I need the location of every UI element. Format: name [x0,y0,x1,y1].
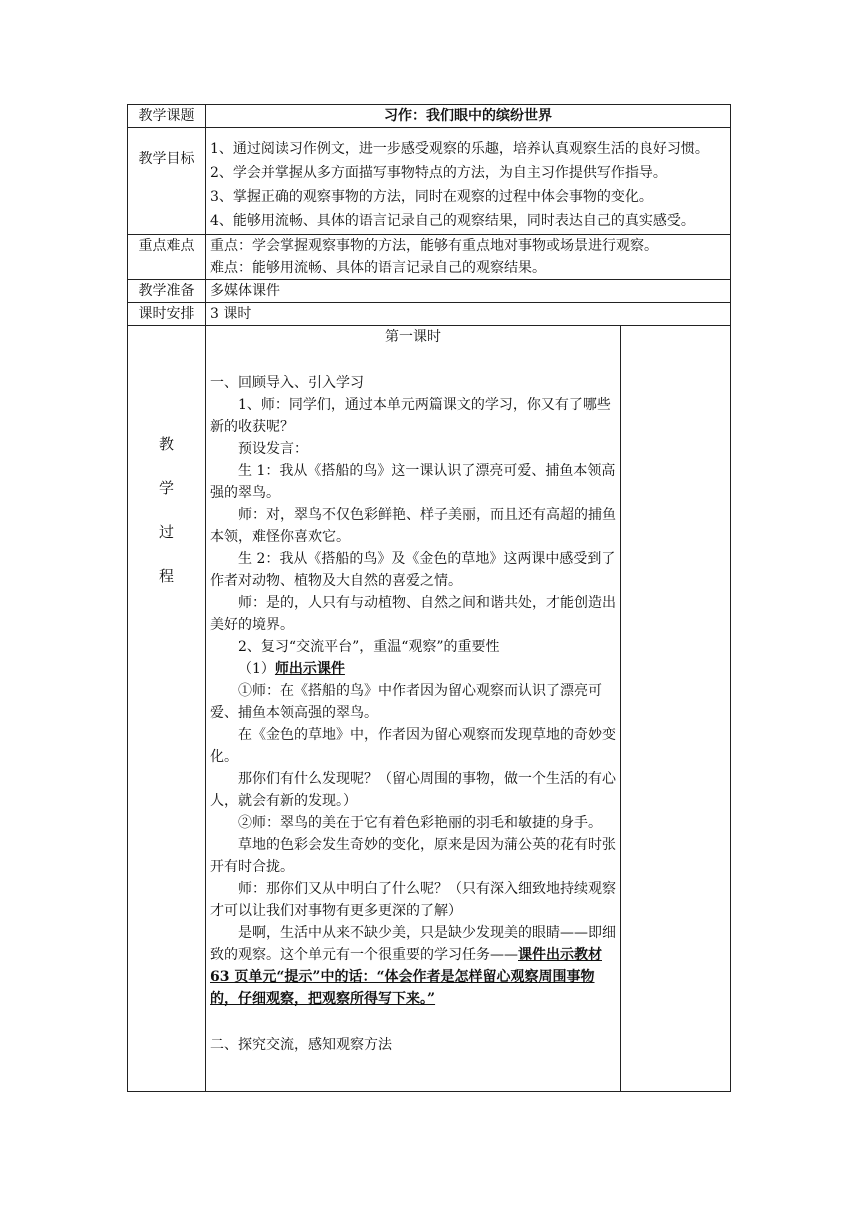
goal-item: 3、掌握正确的观察事物的方法，同时在观察的过程中体会事物的变化。 [210,189,653,205]
prep-value: 多媒体课件 [206,280,731,303]
goals-label: 教学目标 [128,128,206,235]
goal-item: 4、能够用流畅、具体的语言记录自己的观察结果，同时表达自己的真实感受。 [210,213,695,229]
process-content [206,326,621,1092]
key-value [206,235,731,280]
key-item: 重点：学会掌握观察事物的方法，能够有重点地对事物或场景进行观察。 [210,238,658,254]
row-process [128,326,731,1092]
paragraph: 那你们有什么发现呢？（留心周围的事物，做一个生活的有心人，就会有新的发现。） [210,771,616,809]
time-label: 课时安排 [128,303,206,326]
row-goals [128,128,731,235]
paragraph: 草地的色彩会发生奇妙的变化，原来是因为蒲公英的花有时张开有时合拢。 [210,837,616,875]
key-item: 难点：能够用流畅、具体的语言记录自己的观察结果。 [210,260,546,276]
process-label-char: 教 [158,435,174,453]
paragraph: 师：是的，人只有与动植物、自然之间和谐共处，才能创造出美好的境界。 [210,595,616,633]
lesson-title: 第一课时 [385,329,441,345]
paragraph: 预设发言： [238,441,308,457]
emphasis-text: 师出示课件 [274,661,345,677]
paragraph: 生 1：我从《搭船的鸟》这一课认识了漂亮可爱、捕鱼本领高强的翠鸟。 [210,463,616,501]
time-value: 3 课时 [206,303,731,326]
row-key [128,235,731,280]
topic-value: 习作：我们眼中的缤纷世界 [206,105,731,128]
process-label-char: 学 [158,479,174,497]
paragraph [210,922,616,1010]
paragraph: ②师：翠鸟的美在于它有着色彩艳丽的羽毛和敏捷的身手。 [238,815,602,831]
row-time [128,303,731,326]
goal-item: 1、通过阅读习作例文，进一步感受观察的乐趣，培养认真观察生活的良好习惯。 [210,141,709,157]
paragraph-text: 是啊，生活中从来不缺少美，只是缺少发现美的眼睛——即细致的观察。这个单元有一个很重要的学习任务—— [210,925,616,963]
process-label-char: 程 [158,567,174,585]
paragraph: 师：那你们又从中明白了什么呢？（只有深入细致地持续观察才可以让我们对事物有更多更深的了解） [210,881,616,919]
paragraph: ①师：在《搭船的鸟》中作者因为留心观察而认识了漂亮可爱、捕鱼本领高强的翠鸟。 [210,683,602,721]
section-heading: 二、探究交流，感知观察方法 [210,1037,392,1053]
emphasis-text: 课件出示教材 63 页单元“提示”中的话：“体会作者是怎样留心观察周围事物的，仔细观察，把观察所得写下来。” [210,947,602,1007]
lesson-plan-table [127,104,731,1092]
paragraph: 1、师：同学们，通过本单元两篇课文的学习，你又有了哪些新的收获呢？ [210,397,611,435]
key-label: 重点难点 [128,235,206,280]
process-label [128,326,206,1092]
paragraph: 师：对，翠鸟不仅色彩鲜艳、样子美丽，而且还有高超的捕鱼本领，难怪你喜欢它。 [210,507,616,545]
process-label-char: 过 [158,523,174,541]
section-heading: 一、回顾导入、引入学习 [210,375,364,391]
goal-item: 2、学会并掌握从多方面描写事物特点的方法，为自主习作提供写作指导。 [210,165,667,181]
paragraph: 2、复习“交流平台”，重温“观察”的重要性 [238,639,500,655]
prep-label: 教学准备 [128,280,206,303]
paragraph-prefix: （1） [238,661,275,677]
goals-value [206,128,731,235]
row-prep [128,280,731,303]
paragraph: 在《金色的草地》中，作者因为留心观察而发现草地的奇妙变化。 [210,727,616,765]
paragraph: 生 2：我从《搭船的鸟》及《金色的草地》这两课中感受到了作者对动物、植物及大自然的喜爱之情。 [210,551,616,589]
spacer [210,1010,616,1034]
spacer [210,348,616,372]
paragraph [210,658,616,680]
topic-label: 教学课题 [128,105,206,128]
notes-column [621,326,731,1092]
row-topic [128,105,731,128]
